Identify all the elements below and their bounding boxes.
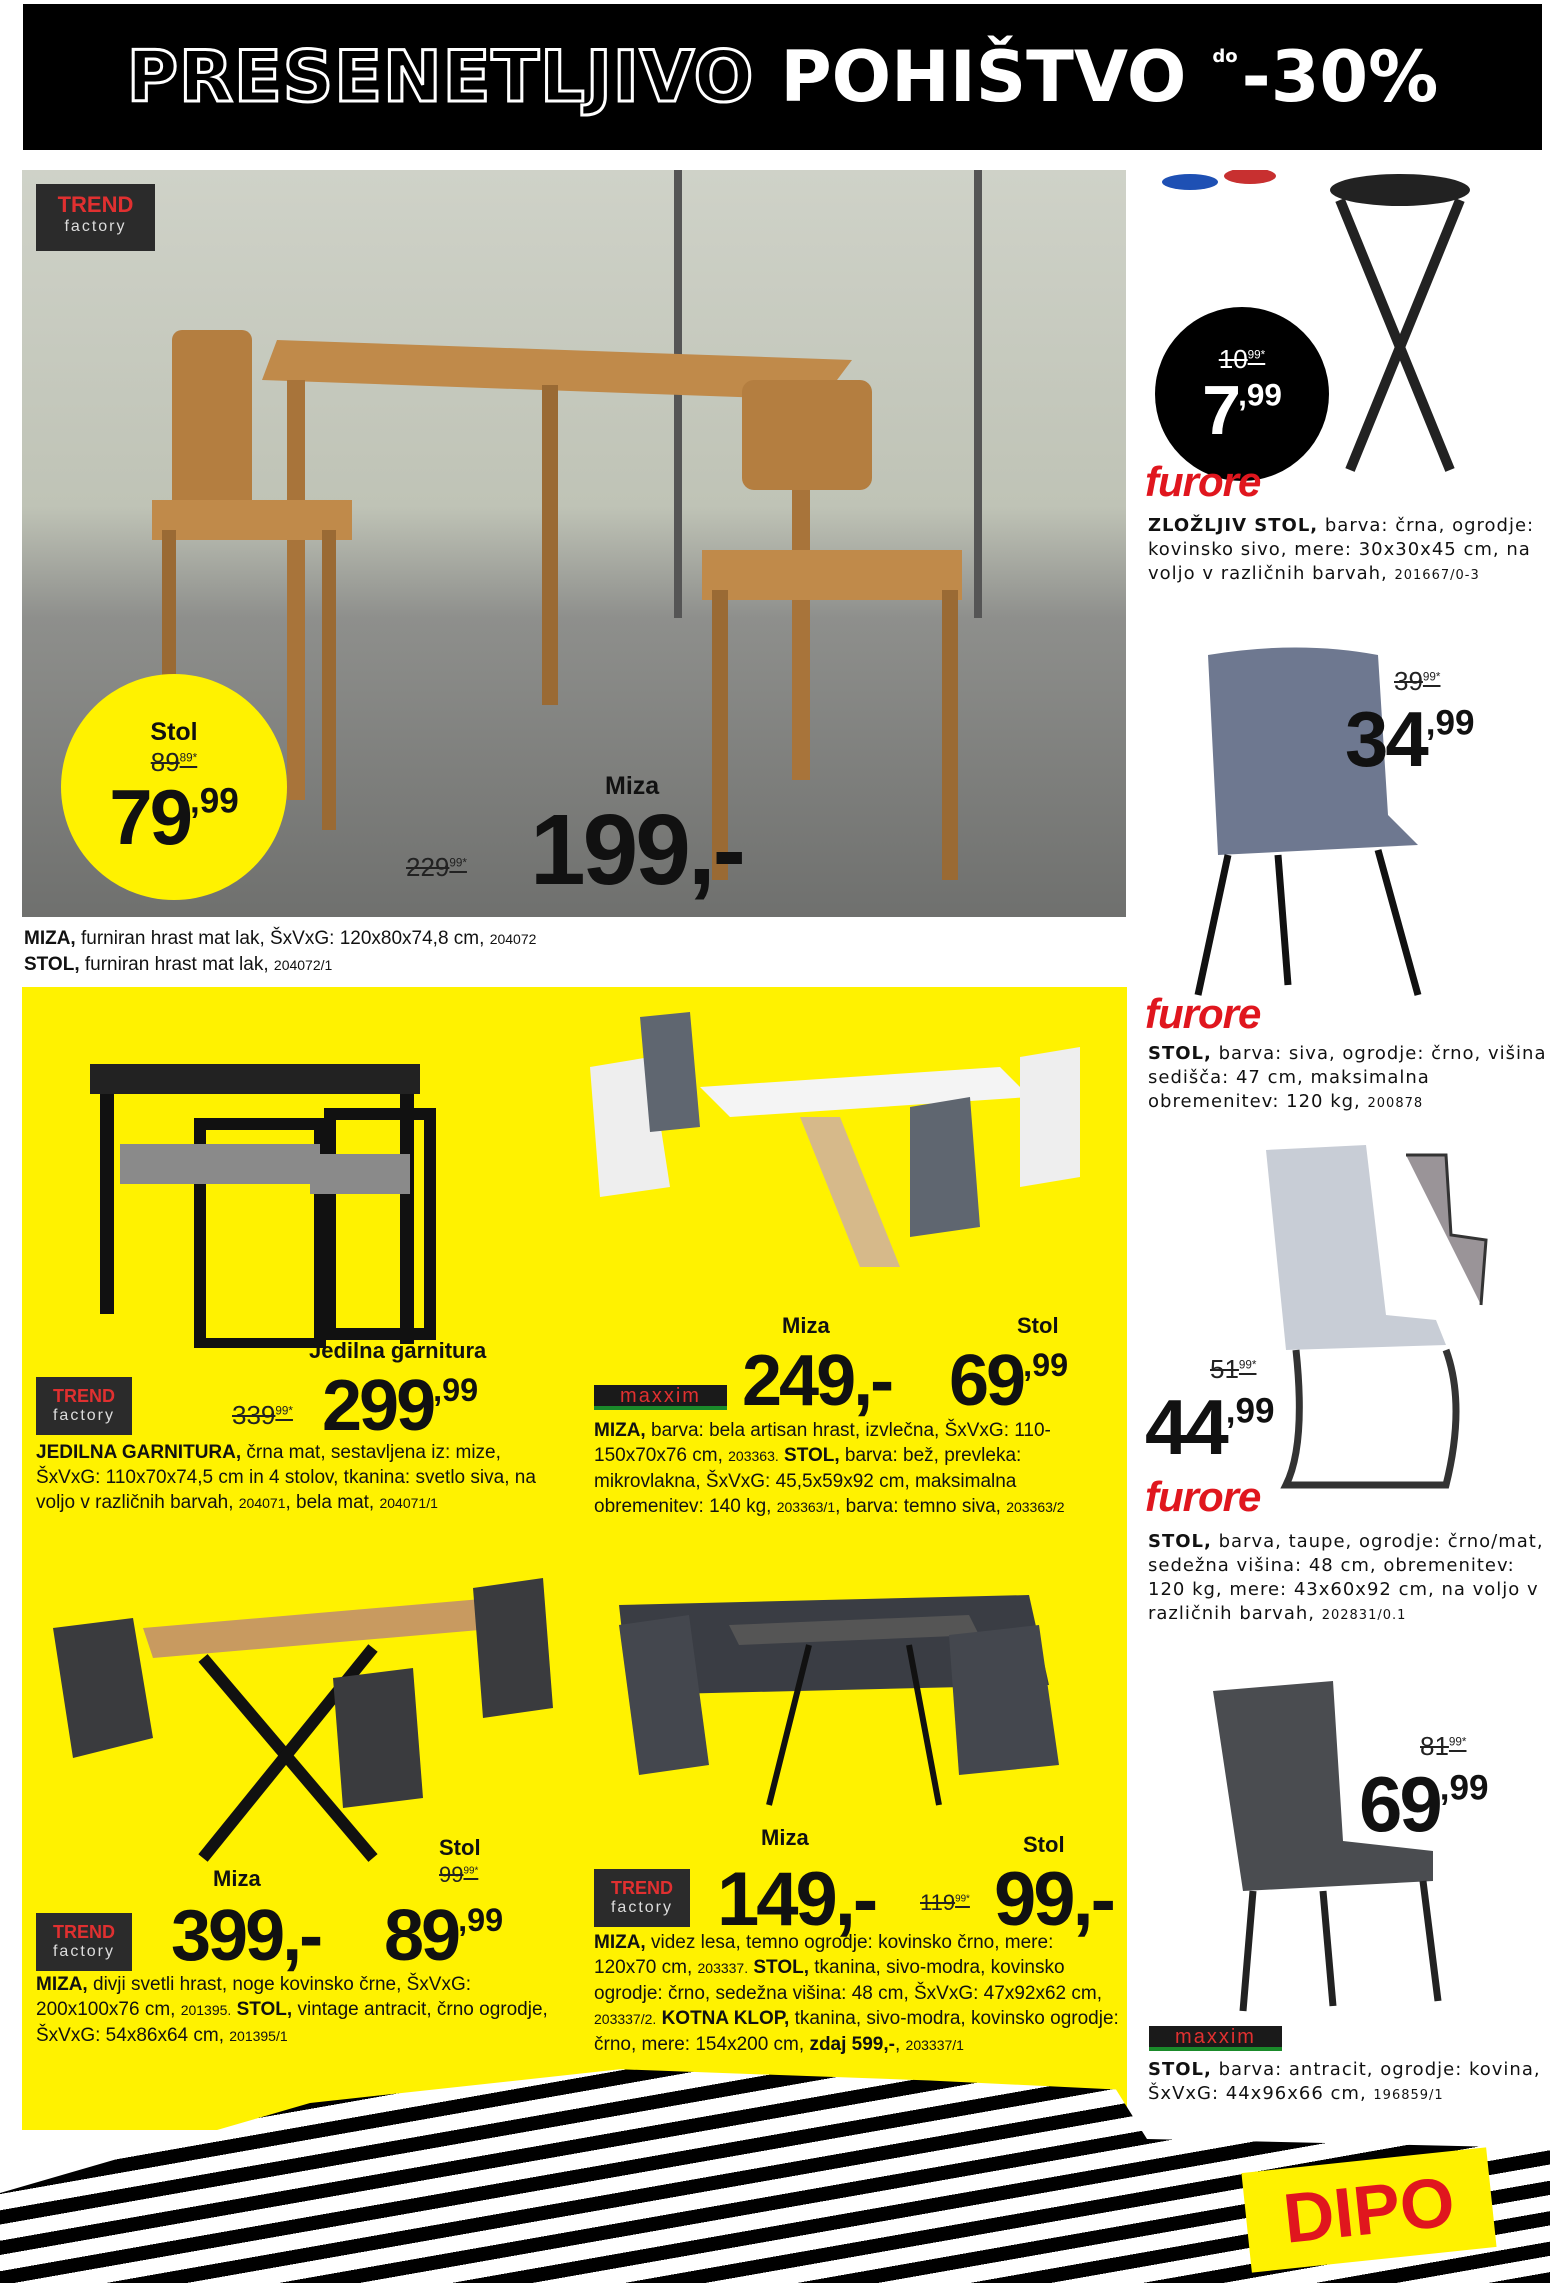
white-table-chairs-image bbox=[580, 1007, 1110, 1319]
stol-old-price: $99^{99*}$ bbox=[439, 1862, 479, 1887]
dipo-logo: DIPO bbox=[1241, 2147, 1496, 2272]
trend-factory-logo: TREND factory bbox=[594, 1869, 690, 1927]
old-price: $339^{99*}$ bbox=[232, 1400, 293, 1430]
price: $34^{,99}$ bbox=[1345, 695, 1475, 783]
old-price: $81^{99*}$ bbox=[1420, 1731, 1467, 1761]
hero-description: MIZA, furniran hrast mat lak, ŠxVxG: 120x80x74,8 cm, 204072 STOL, furniran hrast mat lak, 204072/1 bbox=[24, 928, 537, 975]
stol-old-price: $119^{99*}$ bbox=[920, 1890, 970, 1915]
set-description: MIZA, videz lesa, temno ogrodje: kovinsko črno, mere: 120x70 cm, 203337. STOL, tkanina, sivo-modra, kovinsko ogrodje: črno, sedežna višina: 48 cm, ŠxVxG: 47x92x62 cm, 203337/2. KOTNA KLOP, tkanina, sivo-modra, kovinsko ogrodje: črno, mere: 154x200 cm, zdaj 599,-, 203337/1 bbox=[594, 1932, 1119, 2055]
corner-bench-set-image bbox=[609, 1565, 1109, 1827]
product-description: STOL, barva: antracit, ogrodje: kovina, ŠxVxG: 44x96x66 cm, 196859/1 bbox=[1148, 2059, 1541, 2104]
stol-label: Stol bbox=[439, 1835, 481, 1860]
set-description: JEDILNA GARNITURA, črna mat, sestavljena iz: mize, ŠxVxG: 110x70x74,5 cm in 4 stolov, tkanina: svetlo siva, na voljo v različnih barvah, 204071, bela mat, 204071/1 bbox=[36, 1442, 536, 1513]
price: $44^{,99}$ bbox=[1145, 1383, 1275, 1471]
stol-old-price: $89^{89*}$ bbox=[150, 747, 198, 777]
trend-factory-logo: TREND factory bbox=[36, 1377, 132, 1435]
maxxim-logo: maxxim bbox=[594, 1385, 727, 1410]
miza-label: Miza bbox=[782, 1313, 830, 1338]
title-solid: POHIŠTVO bbox=[780, 36, 1187, 118]
set-label: Jedilna garnitura bbox=[309, 1338, 487, 1363]
furore-logo: furore bbox=[1145, 458, 1261, 505]
miza-price: 399,- bbox=[171, 1896, 321, 1976]
set-description: MIZA, divji svetli hrast, noge kovinsko črne, ŠxVxG: 200x100x76 cm, 201395. STOL, vintage antracit, črno ogrodje, ŠxVxG: 54x86x64 cm, 201395/1 bbox=[36, 1974, 548, 2046]
trend-factory-logo: TREND factory bbox=[36, 1913, 132, 1971]
price: $69^{,99}$ bbox=[1359, 1760, 1489, 1848]
title-discount: -30% bbox=[1241, 36, 1439, 118]
stol-price: $89^{,99}$ bbox=[384, 1896, 504, 1976]
stol-price: $69^{,99}$ bbox=[949, 1341, 1069, 1421]
stol-label: Stol bbox=[150, 718, 198, 746]
product-description: STOL, barva, taupe, ogrodje: črno/mat, sedežna višina: 48 cm, obremenitev: 120 kg, mere: 43x60x92 cm, na voljo v različnih barvah, 202831/0.1 bbox=[1148, 1531, 1544, 1624]
miza-price: 149,- bbox=[717, 1857, 876, 1942]
black-dining-set-image bbox=[80, 1014, 510, 1348]
old-price: $39^{99*}$ bbox=[1394, 666, 1441, 696]
title-do: do bbox=[1212, 46, 1238, 67]
price: $299^{,99}$ bbox=[322, 1366, 479, 1446]
maxxim-logo: maxxim bbox=[1149, 2026, 1282, 2051]
old-price: $10^{99*}$ bbox=[1218, 343, 1266, 374]
miza-old-price: $229^{99*}$ bbox=[406, 852, 467, 882]
product-description: STOL, barva: siva, ogrodje: črno, višina sedišča: 47 cm, maksimalna obremenitev: 120 kg, 200878 bbox=[1148, 1043, 1547, 1112]
old-price: $51^{99*}$ bbox=[1210, 1354, 1257, 1384]
stool-price-badge bbox=[1155, 307, 1329, 481]
miza-price: 199,- bbox=[530, 794, 743, 906]
header-banner bbox=[23, 4, 1542, 150]
furore-logo: furore bbox=[1145, 990, 1261, 1037]
set-description: MIZA, barva: bela artisan hrast, izvlečna, ŠxVxG: 110-150x70x76 cm, 203363. STOL, barva: bež, prevleka: mikrovlakna, ŠxVxG: 45,5x59x92 cm, maksimalna obremenitev: 140 kg, 203363/1, barva: temno siva, 203363/2 bbox=[594, 1420, 1065, 1517]
price: $7^{,99}$ bbox=[1202, 370, 1282, 449]
product-description: ZLOŽLJIV STOL, barva: črna, ogrodje: kovinsko sivo, mere: 30x30x45 cm, na voljo v različnih barvah, 201667/0-3 bbox=[1148, 515, 1535, 584]
anthracite-chair-image bbox=[1203, 1681, 1453, 2021]
light-grey-chair-image bbox=[1246, 1145, 1496, 1495]
stol-price: $79^{,99}$ bbox=[109, 773, 239, 861]
miza-label: Miza bbox=[605, 772, 660, 800]
title-outline: PRESENETLJIVO bbox=[126, 36, 755, 118]
stol-price: 99,- bbox=[994, 1857, 1113, 1942]
miza-label: Miza bbox=[761, 1825, 809, 1850]
stol-price-badge bbox=[61, 674, 287, 900]
miza-price: 249,- bbox=[742, 1341, 892, 1421]
trend-factory-logo: TREND factory bbox=[36, 184, 155, 251]
oak-table-chairs-image bbox=[43, 1558, 583, 1862]
stol-label: Stol bbox=[1023, 1832, 1065, 1857]
stol-label: Stol bbox=[1017, 1313, 1059, 1338]
furore-logo: furore bbox=[1145, 1473, 1261, 1520]
miza-label: Miza bbox=[213, 1866, 261, 1891]
